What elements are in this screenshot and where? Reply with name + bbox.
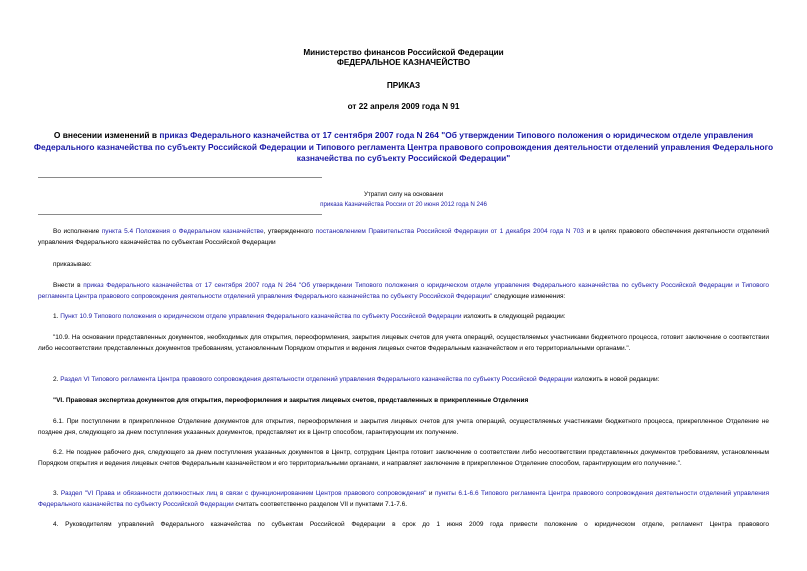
divider-bottom	[38, 214, 322, 215]
paragraph-preamble	[38, 226, 769, 248]
divider-top	[38, 177, 322, 178]
text: и	[426, 490, 435, 497]
link-clause-10-9[interactable]: Пункт 10.9 Типового положения о юридическом отделе управления Федерального казначейства по субъекту Российской Федерации	[60, 313, 462, 320]
paragraph-item-2	[38, 374, 769, 385]
link-section-vi[interactable]: Раздел VI Типового регламента Центра правового сопровождения деятельности отделений управления Федерального казначейства по субъекту Российской Федерации	[60, 376, 573, 383]
text: считать соответственно разделом VII и пунктами 7.1-7.6.	[233, 501, 408, 508]
link-regulation-clause[interactable]: пункта 5.4 Положения о Федеральном казначействе	[101, 228, 264, 235]
link-section-vi-rights[interactable]: Раздел "VI Права и обязанности должностных лиц в связи с функционированием Центров правового сопровождения"	[60, 490, 427, 497]
paragraph-order-word: приказываю:	[53, 261, 92, 268]
ministry-header	[0, 48, 807, 68]
paragraph-item-1	[38, 311, 769, 322]
link-order-264[interactable]: приказ Федерального казначейства от 17 сентября 2007 года N 264 "Об утверждении Типового положения о юридическом отделе управления Федерального казначейства по субъекту Российской Федерации и Типового регламента Центра правового сопровождения деятельности отделений управления Федерального казначейства по субъекту Российской Федерации"	[38, 282, 769, 300]
section-vi-heading: "VI. Правовая экспертиза документов для открытия, переоформления и закрытия лицевых счетов, представленных в прикрепленные Отделения	[53, 397, 529, 404]
order-date: от 22 апреля 2009 года N 91	[347, 102, 460, 111]
text: изложить в следующей редакции:	[461, 313, 566, 320]
link-clauses-6-1-6-6[interactable]: пункты 6.1-6.6 Типового регламента Центра правового сопровождения деятельности отделений управления Федерального казначейства по субъекту Российской Федерации	[38, 490, 769, 508]
paragraph-clause-10-9-text: "10.9. На основании представленных документов, необходимых для открытия, переоформления, закрытия лицевых счетов для учета операций, осуществляемых участниками бюджетного процесса, готовит заключение о соответствии либо несоответствии представленных документов требованиям, установленным Порядком открытия и ведения лицевых счетов Федеральным казначейством и его территориальными органами.".	[38, 334, 769, 352]
order-subject	[30, 130, 777, 165]
lapsed-text: Утратил силу на основании	[363, 191, 444, 198]
text: 1.	[53, 313, 61, 320]
text: Во исполнение	[53, 228, 102, 235]
subject-link[interactable]: приказ Федерального казначейства от 17 сентября 2007 года N 264 "Об утверждении Типового положения о юридическом отделе управления Федерального казначейства по субъекту Российской Федерации и Типового регламента Центра правового сопровождения деятельности отделений управления Федерального казначейства по субъекту Российской Федерации"	[33, 130, 774, 163]
text: Внести в	[53, 282, 84, 289]
paragraph-6-2: 6.2. Не позднее рабочего дня, следующего за днем поступления указанных документов в Центр, сотрудник Центра готовит заключение о соответствии либо несоответствии представленных документов требованиям, установленным Порядком открытия и ведения лицевых счетов Федеральным казначейством и его территориальными органами, и направляет заключение в прикрепленное Отделение способом, гарантирующим его получение.".	[38, 449, 769, 467]
text: 3.	[53, 490, 61, 497]
paragraph-item-4: 4. Руководителям управлений Федерального казначейства по субъектам Российской Федерации в срок до 1 июня 2009 года привести положение о юридическом отделе, регламент Центра правового	[53, 521, 769, 528]
text: , утвержденного	[263, 228, 316, 235]
text: изложить в новой редакции:	[572, 376, 660, 383]
order-title: ПРИКАЗ	[386, 81, 421, 90]
paragraph-amend	[38, 280, 769, 302]
paragraph-6-1: 6.1. При поступлении в прикрепленное Отделение документов для открытия, переоформления и закрытия лицевых счетов для учета операций, осуществляемых участниками бюджетного процесса, прикрепленное Отделение не позднее дня, следующего за днем поступления указанных документов, представляет их в Центр способом, гарантирующим их получение.	[38, 418, 769, 436]
ministry-name: Министерство финансов Российской Федерации	[303, 48, 504, 57]
text: 2.	[53, 376, 61, 383]
text: и в целях правового обеспечения деятельности отделений управления Федерального казначейства по субъектам Российской Федерации	[38, 228, 769, 246]
paragraph-item-3	[38, 488, 769, 510]
link-government-decree[interactable]: постановлением Правительства Российской Федерации от 1 декабря 2004 года N 703	[315, 228, 584, 235]
text: следующие изменения:	[492, 293, 566, 300]
lapsed-link[interactable]: приказа Казначейства России от 20 июня 2012 года N 246	[320, 201, 487, 208]
agency-name: ФЕДЕРАЛЬНОЕ КАЗНАЧЕЙСТВО	[336, 58, 471, 67]
lapsed-note	[38, 190, 769, 210]
subject-prefix: О внесении изменений в	[53, 130, 160, 140]
